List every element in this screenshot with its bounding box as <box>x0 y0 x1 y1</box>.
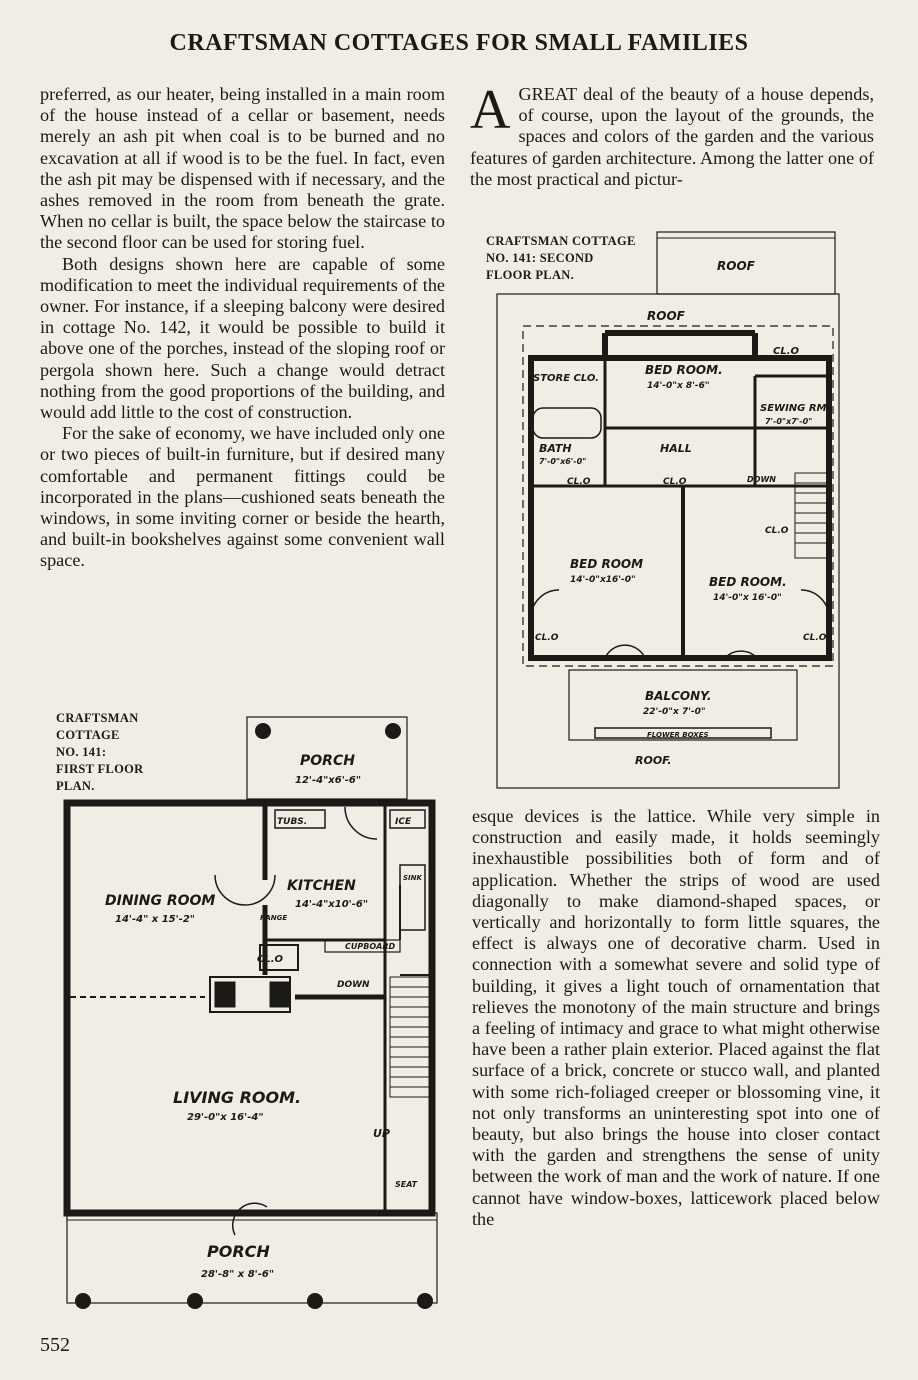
first-floor-plan <box>55 715 450 1320</box>
caption-line: PLAN. <box>56 779 95 793</box>
label-dining-room: DINING ROOM <box>105 893 216 909</box>
page-number: 552 <box>40 1334 70 1356</box>
label-ice: ICE <box>395 817 412 827</box>
label-closet-6: CL.O <box>803 633 827 643</box>
label-roof-top: ROOF <box>717 259 755 273</box>
label-bath: BATH <box>539 442 572 455</box>
dim-bed-room-3: 14'-0"x 16'-0" <box>713 593 782 603</box>
label-cupboard: CUPBOARD <box>345 942 396 951</box>
label-range: RANGE <box>260 914 288 922</box>
label-bed-room-2: BED ROOM <box>570 557 644 571</box>
dim-kitchen: 14'-4"x10'-6" <box>295 899 369 910</box>
dim-dining-room: 14'-4" x 15'-2" <box>115 914 196 925</box>
label-hall: HALL <box>660 442 692 455</box>
dim-bed-room-2: 14'-0"x16'-0" <box>570 575 636 585</box>
paragraph: GREAT deal of the beauty of a house depends, of course, upon the layout of the grounds, the spaces and colors of the garden and the various features of garden architecture. Among the latter one of the most practical and pictur- <box>470 84 874 189</box>
dim-porch-rear: 12'-4"x6'-6" <box>295 775 362 786</box>
label-down: DOWN <box>337 980 370 990</box>
caption-line: CRAFTSMAN <box>56 711 139 725</box>
paragraph: For the sake of economy, we have included only one or two pieces of built-in furniture, but if desired many comfortable and permanent fittings could be incorporated in the plans—cushioned seats beneath the windows, in some inviting corner or beside the hearth, and built-in bookshelves against some convenient wall space. <box>40 423 445 571</box>
paragraph: esque devices is the lattice. While very simple in construction and easily made, it holds seemingly inexhaustible possibilities both of form and of application. Whether the strips of wood are used diagonally to make diamond-shaped spaces, or vertically and horizontally to form little squares, the effect is always one of decorative charm. Used in connection with a somewhat severe and solid type of building, it gives a light touch of ornamentation that relieves the monotony of the main structure and brings a feeling of intimacy and grace to what might otherwise have been a rather plain exterior. Placed against the flat surface of a brick, concrete or stucco wall, and planted with some rich-foliaged creeper or blossoming vine, it not only transforms an uninteresting spot into one of beauty, but also brings the house into closer contact with the garden and strengthens the sense of unity between the work of man and the work of nature. If one cannot have window-boxes, latticework placed below the <box>472 806 880 1229</box>
caption-line: CRAFTSMAN COTTAGE <box>486 234 636 248</box>
dim-living-room: 29'-0"x 16'-4" <box>187 1112 264 1123</box>
caption-line: COTTAGE <box>56 728 120 742</box>
label-up: UP <box>373 1127 390 1140</box>
label-porch-rear: PORCH <box>300 753 355 769</box>
caption-line: NO. 141: <box>56 745 107 759</box>
label-store-closet: STORE CLO. <box>533 373 599 384</box>
left-column-text <box>40 84 445 572</box>
drop-cap: A <box>470 79 511 141</box>
label-tubs: TUBS. <box>277 817 308 827</box>
label-closet-2: CL.O <box>567 477 591 487</box>
dim-bath: 7'-0"x6'-0" <box>539 457 587 466</box>
label-seat: SEAT <box>395 1180 418 1189</box>
second-floor-plan <box>495 228 845 790</box>
label-balcony: BALCONY. <box>645 689 712 703</box>
label-kitchen: KITCHEN <box>287 878 356 894</box>
label-sewing-room: SEWING RM. <box>760 403 831 414</box>
label-closet-4: CL.O <box>765 526 789 536</box>
label-flower-boxes: FLOWER BOXES <box>647 731 709 739</box>
label-roof-mid: ROOF <box>647 309 685 323</box>
label-bed-room-3: BED ROOM. <box>709 575 787 589</box>
dim-sewing-room: 7'-0"x7'-0" <box>765 417 813 426</box>
caption-line: FIRST FLOOR <box>56 762 144 776</box>
right-column-bottom-text <box>472 806 880 1230</box>
dim-porch-front: 28'-8" x 8'-6" <box>201 1269 275 1280</box>
page-title: CRAFTSMAN COTTAGES FOR SMALL FAMILIES <box>169 30 749 56</box>
label-bed-room-1: BED ROOM. <box>645 363 723 377</box>
label-living-room: LIVING ROOM. <box>173 1088 302 1107</box>
label-porch-front: PORCH <box>207 1242 270 1261</box>
dim-bed-room-1: 14'-0"x 8'-6" <box>647 381 710 391</box>
paragraph: preferred, as our heater, being installed in a main room of the house instead of a cellar or basement, needs merely an ash pit when coal is to be burned and no excavation at all if wood is to be the fuel. In fact, even the ash pit may be dispensed with if necessary, and the ashes removed in the room from beneath the grate. When no cellar is built, the space below the staircase to the second floor can be used for storing fuel. <box>40 84 445 253</box>
label-sink: SINK <box>403 874 422 882</box>
caption-line: FLOOR PLAN. <box>486 268 575 282</box>
caption-line: NO. 141: SECOND <box>486 251 594 265</box>
label-closet: CL.O <box>257 954 284 965</box>
paragraph: Both designs shown here are capable of some modification to meet the individual requirements of the owner. For instance, if a sleeping balcony were desired in cottage No. 142, it would be possible to build it above one of the porches, instead of the sloping roof or pergola shown here. Such a change would detract nothing from the good proportions of the building, and would add little to the cost of construction. <box>40 253 445 423</box>
label-closet-3: CL.O <box>663 477 687 487</box>
label-closet-5: CL.O <box>535 633 559 643</box>
dim-balcony: 22'-0"x 7'-0" <box>643 707 706 717</box>
right-column-top-text <box>470 79 874 190</box>
label-down: DOWN <box>747 475 776 484</box>
label-roof-bottom: ROOF. <box>635 754 672 767</box>
label-closet-1: CL.O <box>773 346 800 357</box>
